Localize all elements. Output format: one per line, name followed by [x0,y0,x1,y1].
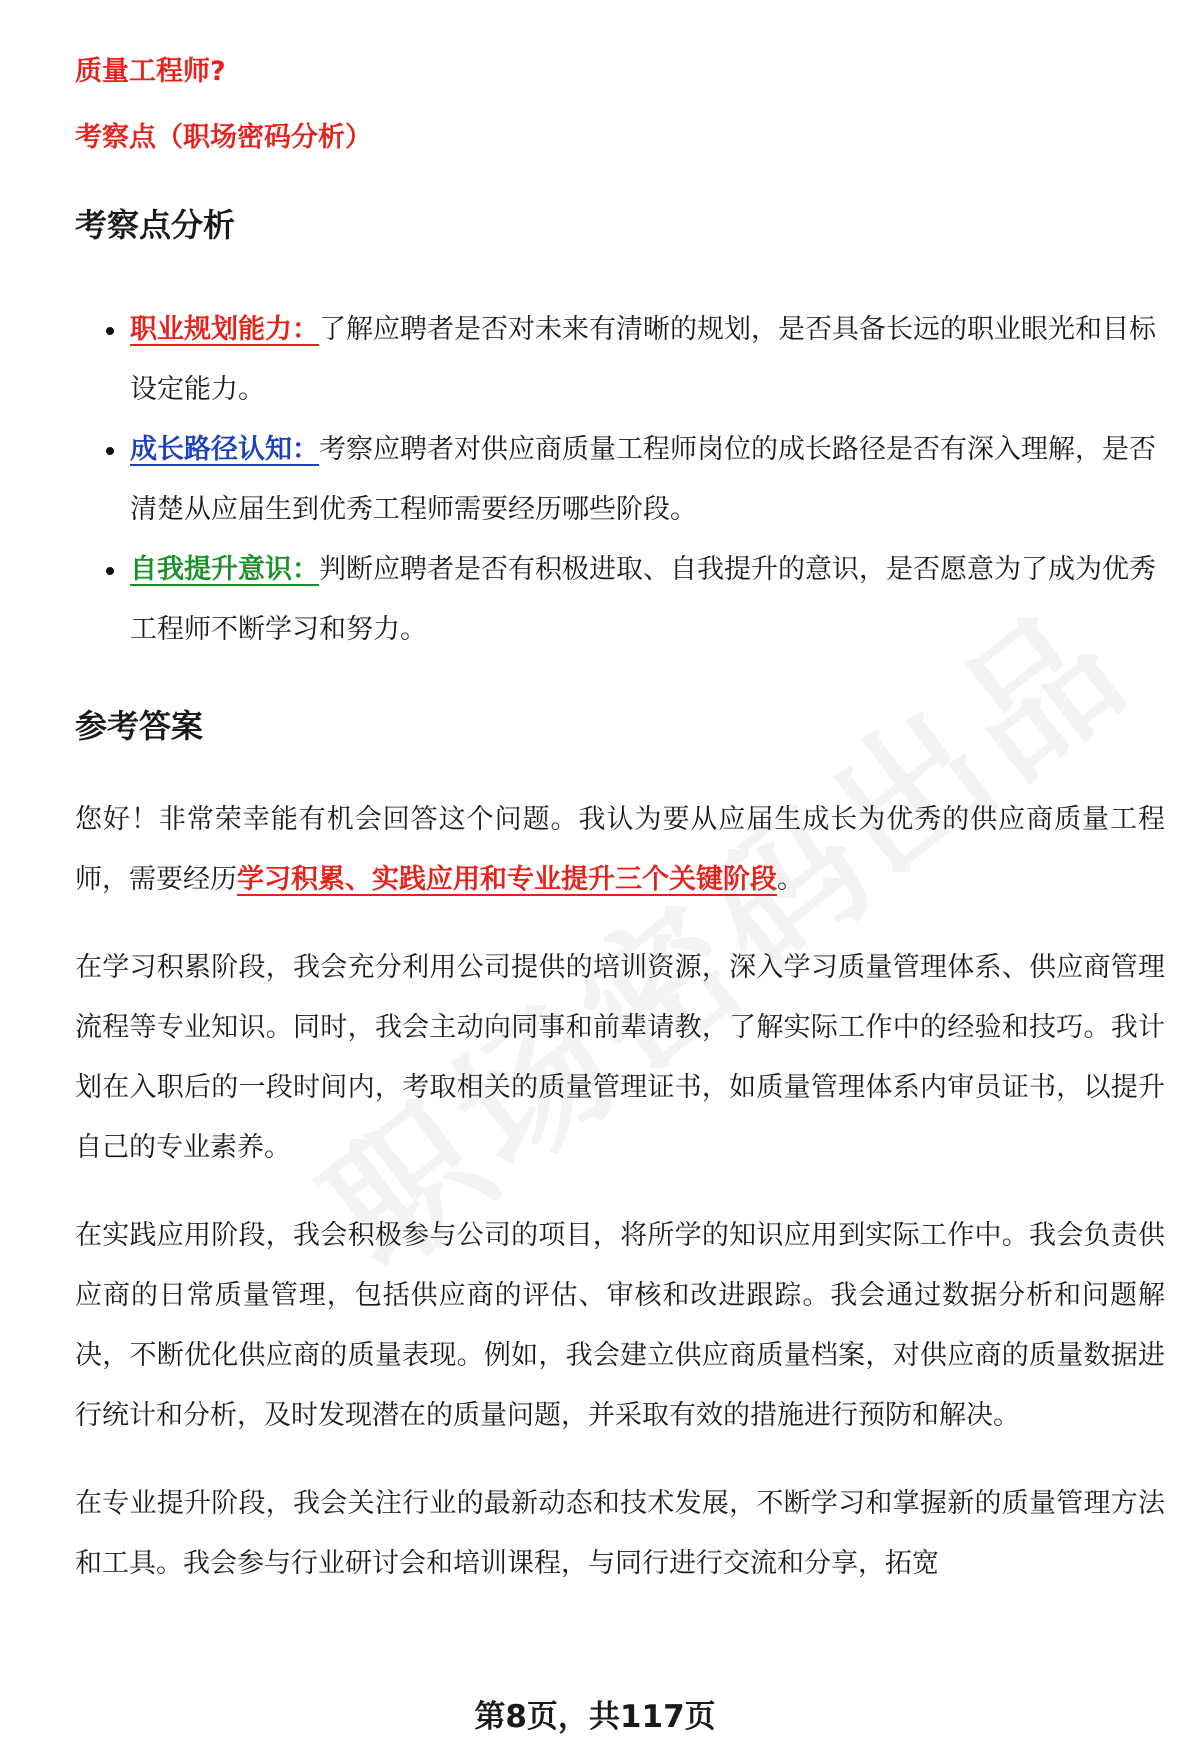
answer-paragraph: 在实践应用阶段，我会积极参与公司的项目，将所学的知识应用到实际工作中。我会负责供应商的日常质量管理，包括供应商的评估、审核和改进跟踪。我会通过数据分析和问题解决，不断优化供应商的质量表现。例如，我会建立供应商质量档案，对供应商的质量数据进行统计和分析，及时发现潜在的质量问题，并采取有效的措施进行预防和解决。 [75,1220,1165,1431]
point-key: 自我提升意识： [130,554,319,585]
answer-paragraph: 在学习积累阶段，我会充分利用公司提供的培训资源，深入学习质量管理体系、供应商管理流程等专业知识。同时，我会主动向同事和前辈请教，了解实际工作中的经验和技巧。我计划在入职后的一段时间内，考取相关的质量管理证书，如质量管理体系内审员证书，以提升自己的专业素养。 [75,952,1165,1163]
analysis-point-self-improvement [130,540,1160,660]
page-number: 第8页，共117页 [474,1699,716,1735]
analysis-heading: 考察点分析 [75,206,236,244]
point-text: 判断应聘者是否有积极进取、自我提升的意识，是否愿意为了成为优秀工程师不断学习和努力。 [130,554,1156,645]
answer-paragraph: 在专业提升阶段，我会关注行业的最新动态和技术发展，不断学习和掌握新的质量管理方法和工具。我会参与行业研讨会和培训课程，与同行进行交流和分享，拓宽 [75,1488,1165,1579]
answer-text: 您好！非常荣幸能有机会回答这个问题。我认为要从应届生成长为优秀的供应商质量工程师，需要经历 [75,804,1165,895]
analysis-point-growth-path [130,420,1160,540]
analysis-point-career-planning [130,300,1160,420]
answer-paragraph [75,790,1165,910]
point-text: 了解应聘者是否对未来有清晰的规划，是否具备长远的职业眼光和目标设定能力。 [130,314,1156,405]
answer-heading: 参考答案 [75,707,204,745]
analysis-point-list [75,300,1160,660]
answer-text: 。 [777,864,804,895]
section-subtitle: 考察点（职场密码分析） [75,122,372,153]
point-key: 职业规划能力： [130,314,319,345]
point-key: 成长路径认知： [130,434,319,465]
answer-highlight: 学习积累、实践应用和专业提升三个关键阶段 [237,864,777,895]
point-text: 考察应聘者对供应商质量工程师岗位的成长路径是否有深入理解，是否清楚从应届生到优秀工程师需要经历哪些阶段。 [130,434,1156,525]
question-title: 质量工程师? [75,56,226,87]
answer-body [75,790,1165,1622]
